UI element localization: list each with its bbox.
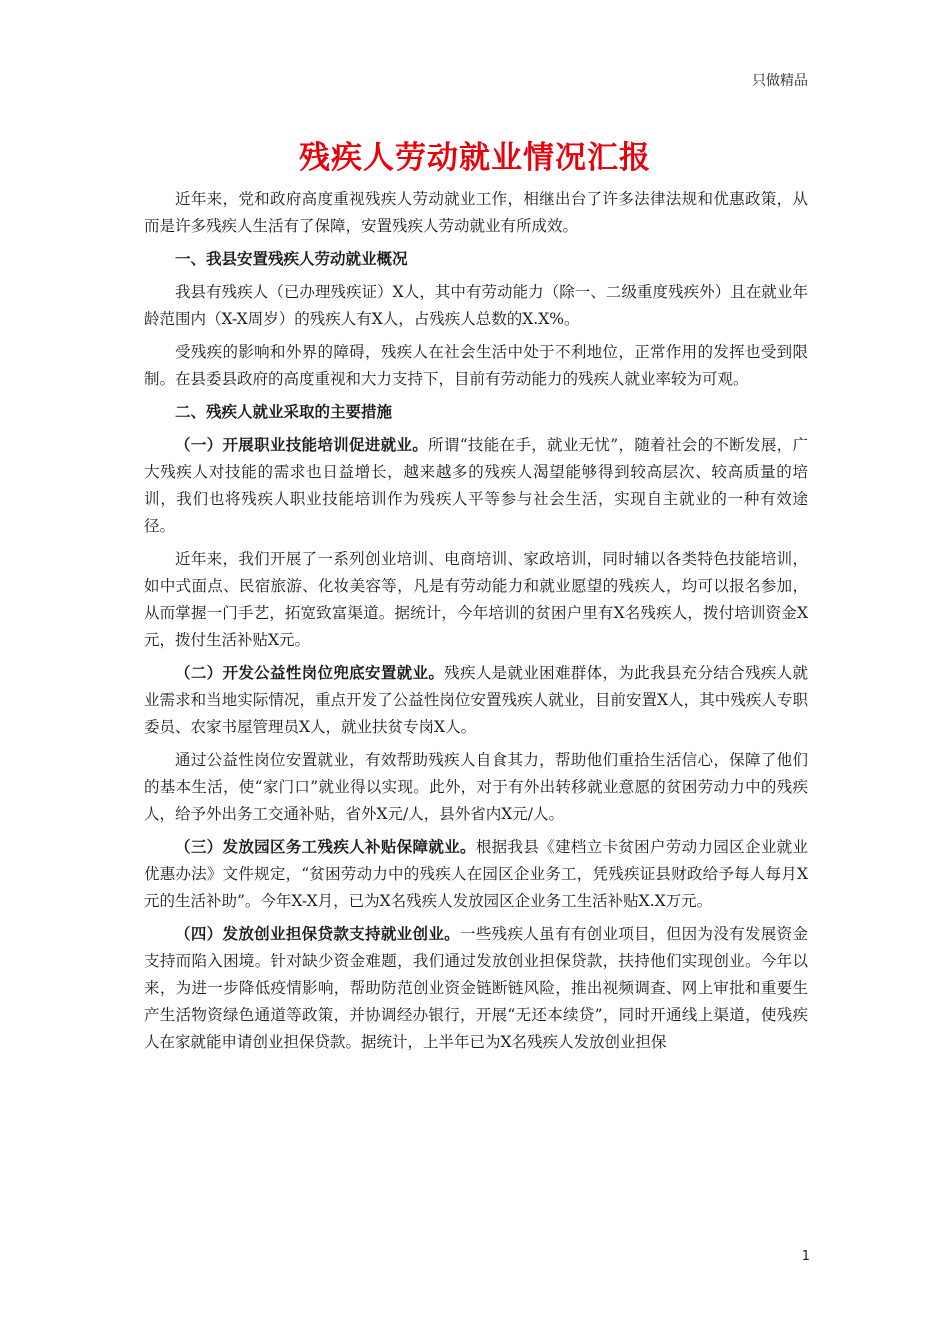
measure-3-lead: （三）发放园区务工残疾人补贴保障就业。 xyxy=(175,838,476,856)
measure-3-text: 根据我县《建档立卡贫困户劳动力园区企业就业优惠办法》文件规定，“贫困劳动力中的残疾人在园区企业务工，凭残疾证县财政给予每人每月X元的生活补助”。今年X-X月，已为X名残疾人发放园区企业务工生活补贴X.X万元。 xyxy=(144,838,808,910)
document-body xyxy=(144,186,808,1062)
measure-4-text: 一些残疾人虽有有创业项目，但因为没有发展资金支持而陷入困境。针对缺少资金难题，我们通过发放创业担保贷款，扶持他们实现创业。今年以来，为进一步降低疫情影响，帮助防范创业资金链断链风险，推出视频调查、网上审批和重要生产生活物资绿色通道等政策，并协调经办银行，开展“无还本续贷”，同时开通线上渠道，使残疾人在家就能申请创业担保贷款。据统计，上半年已为X名残疾人发放创业担保 xyxy=(144,925,808,1051)
measure-2-paragraph-2: 通过公益性岗位安置就业，有效帮助残疾人自食其力，帮助他们重拾生活信心，保障了他们的基本生活，使“家门口”就业得以实现。此外，对于有外出转移就业意愿的贫困劳动力中的残疾人，给予外出务工交通补贴，省外X元/人，县外省内X元/人。 xyxy=(144,751,808,823)
measure-2-paragraph xyxy=(144,660,808,741)
header-note: 只做精品 xyxy=(752,73,808,89)
measure-1-paragraph xyxy=(144,432,808,540)
overview-paragraph-1: 我县有残疾人（已办理残疾证）X人，其中有劳动能力（除一、二级重度残疾外）且在就业年龄范围内（X-X周岁）的残疾人有X人，占残疾人总数的X.X%。 xyxy=(144,283,808,328)
measure-1-text: 所谓“技能在手，就业无忧”，随着社会的不断发展，广大残疾人对技能的需求也日益增长，越来越多的残疾人渴望能够得到较高层次、较高质量的培训，我们也将残疾人职业技能培训作为残疾人平等参与社会生活，实现自主就业的一种有效途径。 xyxy=(144,436,808,535)
measure-4-lead: （四）发放创业担保贷款支持就业创业。 xyxy=(175,925,460,943)
page-number: 1 xyxy=(801,1249,810,1264)
overview-paragraph-2: 受残疾的影响和外界的障碍，残疾人在社会生活中处于不利地位，正常作用的发挥也受到限制。在县委县政府的高度重视和大力支持下，目前有劳动能力的残疾人就业率较为可观。 xyxy=(144,343,808,388)
measure-1-lead: （一）开展职业技能培训促进就业。 xyxy=(175,436,429,454)
measure-2-text: 残疾人是就业困难群体，为此我县充分结合残疾人就业需求和当地实际情况，重点开发了公益性岗位安置残疾人就业，目前安置X人，其中残疾人专职委员、农家书屋管理员X人，就业扶贫专岗X人。 xyxy=(144,664,808,736)
intro-paragraph: 近年来，党和政府高度重视残疾人劳动就业工作，相继出台了许多法律法规和优惠政策，从而是许多残疾人生活有了保障，安置残疾人劳动就业有所成效。 xyxy=(144,190,808,235)
measure-4-paragraph xyxy=(144,921,808,1056)
measure-3-paragraph xyxy=(144,834,808,915)
section-heading-measures: 二、残疾人就业采取的主要措施 xyxy=(175,403,393,421)
measure-2-lead: （二）开发公益性岗位兜底安置就业。 xyxy=(175,664,445,682)
section-heading-overview: 一、我县安置残疾人劳动就业概况 xyxy=(175,250,408,268)
document-title: 残疾人劳动就业情况汇报 xyxy=(299,140,651,176)
measure-1-paragraph-2: 近年来，我们开展了一系列创业培训、电商培训、家政培训，同时辅以各类特色技能培训，如中式面点、民宿旅游、化妆美容等，凡是有劳动能力和就业愿望的残疾人，均可以报名参加，从而掌握一门手艺，拓宽致富渠道。据统计，今年培训的贫困户里有X名残疾人，拨付培训资金X元，拨付生活补贴X元。 xyxy=(144,550,808,649)
